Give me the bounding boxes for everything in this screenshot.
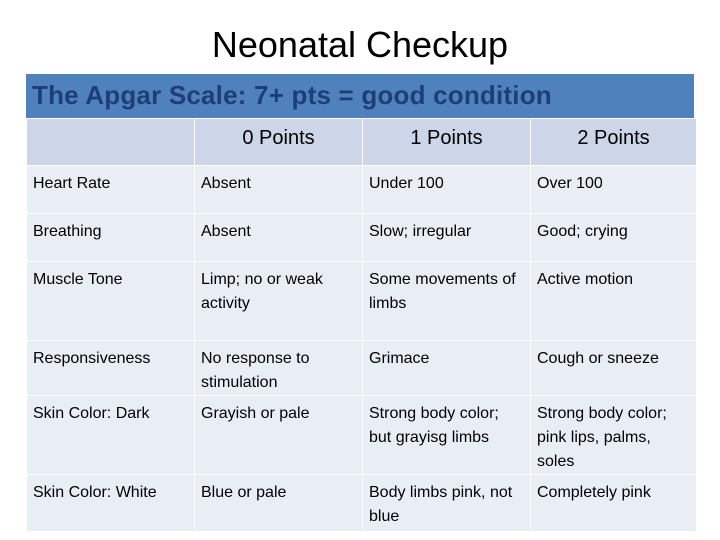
slide-title: Neonatal Checkup xyxy=(211,24,509,65)
table-row xyxy=(27,341,697,396)
table-header-row xyxy=(27,119,697,166)
table-cell: Absent xyxy=(195,214,363,262)
table-cell: Under 100 xyxy=(363,166,531,214)
table-cell: No response to stimulation xyxy=(195,341,363,396)
table-cell: Grimace xyxy=(363,341,531,396)
header-0-points: 0 Points xyxy=(195,119,363,166)
table-cell: Cough or sneeze xyxy=(531,341,697,396)
table-row xyxy=(27,262,697,341)
header-1-points: 1 Points xyxy=(363,119,531,166)
table-cell: Active motion xyxy=(531,262,697,341)
table-cell: Grayish or pale xyxy=(195,396,363,475)
table-cell: Limp; no or weak activity xyxy=(195,262,363,341)
header-blank xyxy=(27,119,195,166)
table-cell: Strong body color; but grayisg limbs xyxy=(363,396,531,475)
apgar-banner xyxy=(26,74,694,118)
row-label-muscle-tone: Muscle Tone xyxy=(27,262,195,341)
row-label-skin-dark: Skin Color: Dark xyxy=(27,396,195,475)
table-cell: Over 100 xyxy=(531,166,697,214)
apgar-table xyxy=(26,118,697,532)
banner-title: The Apgar Scale: 7+ pts = good condition xyxy=(32,80,552,110)
row-label-skin-white: Skin Color: White xyxy=(27,475,195,532)
table-row xyxy=(27,166,697,214)
table-row xyxy=(27,214,697,262)
table-cell: Some movements of limbs xyxy=(363,262,531,341)
table-row xyxy=(27,396,697,475)
table-cell: Body limbs pink, not blue xyxy=(363,475,531,532)
table-cell: Completely pink xyxy=(531,475,697,532)
table-row xyxy=(27,475,697,532)
header-2-points: 2 Points xyxy=(531,119,697,166)
row-label-breathing: Breathing xyxy=(27,214,195,262)
table-cell: Blue or pale xyxy=(195,475,363,532)
row-label-responsiveness: Responsiveness xyxy=(27,341,195,396)
table-cell: Absent xyxy=(195,166,363,214)
table-cell: Good; crying xyxy=(531,214,697,262)
table-cell: Strong body color; pink lips, palms, soles xyxy=(531,396,697,475)
table-cell: Slow; irregular xyxy=(363,214,531,262)
row-label-heart-rate: Heart Rate xyxy=(27,166,195,214)
